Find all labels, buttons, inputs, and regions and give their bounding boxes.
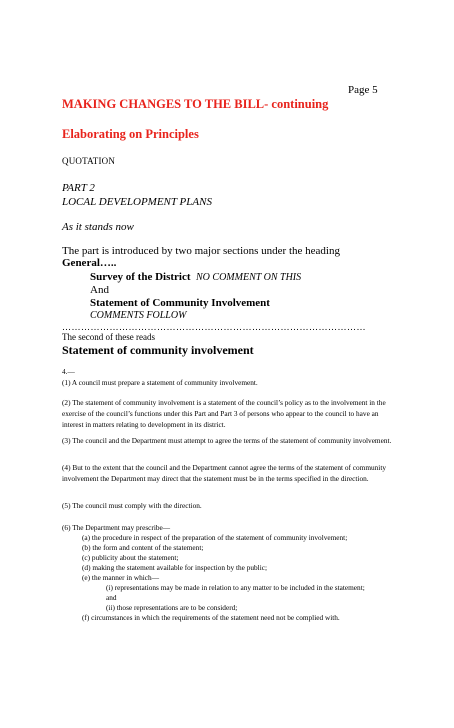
list-item-e: (e) the manner in which— <box>82 573 159 582</box>
statement-title: Statement of Community Involvement <box>90 297 270 309</box>
survey-line <box>90 271 301 283</box>
list-item-e-and: and <box>106 593 117 602</box>
sub-heading: Elaborating on Principles <box>62 127 199 141</box>
paragraph-4: (4) But to the extent that the council and the Department cannot agree the terms of the statement of community involvement the Department may direct that the statement must be in the terms specified in the direction. <box>62 463 386 483</box>
second-reads: The second of these reads <box>62 332 155 342</box>
survey-note: NO COMMENT ON THIS <box>196 272 302 283</box>
paragraph-6: (6) The Department may prescribe— <box>62 523 171 532</box>
list-item-e-ii: (ii) those representations are to be considerd; <box>106 603 238 612</box>
paragraph-3: (3) The council and the Department must attempt to agree the terms of the statement of community involvement. <box>62 436 392 445</box>
section-number: 4.— <box>62 367 75 376</box>
survey-title: Survey of the District <box>90 271 191 283</box>
paragraph-2: (2) The statement of community involvement is a statement of the council’s policy as to the involvement in the exercise of the council’s functions under this Part and Part 3 of persons who appear to the council to have an interest in matters relating to development in its district. <box>62 398 386 429</box>
paragraph-1: (1) A council must prepare a statement of community involvement. <box>62 378 258 387</box>
intro-text: The part is introduced by two major sections under the heading <box>62 245 340 257</box>
statement-heading: Statement of community involvement <box>62 343 254 357</box>
paragraph-5: (5) The council must comply with the direction. <box>62 501 202 510</box>
dotted-separator: …………………………………………………………………………………… <box>62 322 366 332</box>
as-it-stands-label: As it stands now <box>62 221 134 233</box>
main-heading: MAKING CHANGES TO THE BILL- continuing <box>62 97 329 111</box>
quotation-label: QUOTATION <box>62 156 116 166</box>
list-item-e-i: (i) representations may be made in relation to any matter to be included in the statement; <box>106 583 365 592</box>
list-item-a: (a) the procedure in respect of the preparation of the statement of community involvement; <box>82 533 348 542</box>
list-item-c: (c) publicity about the statement; <box>82 553 179 562</box>
comments-follow: COMMENTS FOLLOW <box>90 310 187 321</box>
list-item-d: (d) making the statement available for inspection by the public; <box>82 563 268 572</box>
and-label: And <box>90 284 109 296</box>
part-label: PART 2 <box>62 182 95 194</box>
list-item-f: (f) circumstances in which the requirements of the statement need not be complied with. <box>82 613 340 622</box>
page-number: Page 5 <box>348 84 378 96</box>
general-heading: General….. <box>62 257 117 269</box>
part-title: LOCAL DEVELOPMENT PLANS <box>62 196 212 208</box>
list-item-b: (b) the form and content of the statement; <box>82 543 204 552</box>
